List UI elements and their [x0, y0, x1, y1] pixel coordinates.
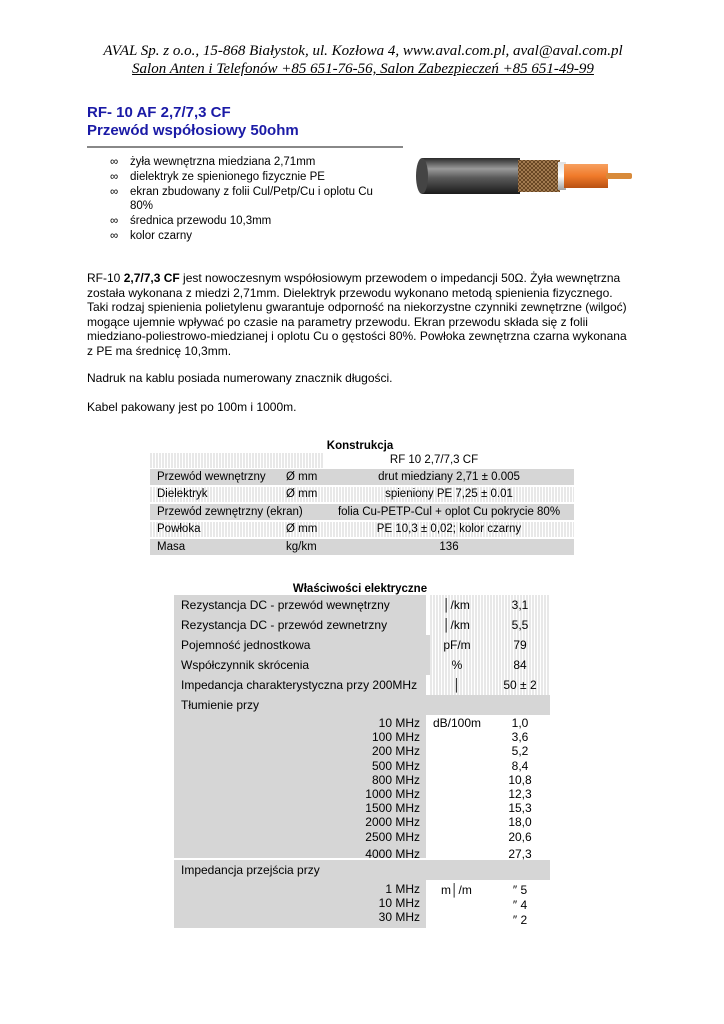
table-cell: ″ 5	[512, 883, 528, 897]
table-cell: 200 MHz	[371, 744, 420, 759]
table-cell: 4000 MHz	[365, 846, 420, 861]
table-cell: 800 MHz	[371, 772, 420, 787]
marking-note: Nadruk na kablu posiada numerowany znacznik długości.	[87, 371, 393, 385]
attenuation-unit: dB/100m	[433, 716, 482, 730]
construction-product-header: RF 10 2,7/7,3 CF	[389, 454, 479, 466]
packaging-note: Kabel pakowany jest po 100m i 1000m.	[87, 400, 297, 414]
table-cell: 18,0	[508, 815, 532, 830]
transfer-impedance-label: Impedancja przejścia przy	[181, 863, 320, 877]
table-cell: ″ 2	[512, 912, 528, 927]
table-cell: 100 MHz	[371, 730, 420, 745]
table-cell: 30 MHz	[378, 910, 420, 925]
table-cell: 1,0	[511, 716, 529, 730]
table-cell: 12,3	[508, 787, 532, 801]
product-model-bold: 2,7/7,3 CF	[123, 271, 180, 285]
table-cell: 1000 MHz	[365, 787, 420, 801]
table-cell: 10 MHz	[378, 716, 420, 730]
attenuation-label: Tłumienie przy	[181, 698, 260, 712]
company-phones: Salon Anten i Telefonów +85 651-76-56, Salon Zabezpieczeń +85 651-49-99	[132, 61, 594, 77]
construction-table-title: Konstrukcja	[326, 440, 394, 452]
table-cell: 3,6	[511, 730, 529, 745]
table-cell: 15,3	[508, 801, 532, 816]
coaxial-cable-image	[410, 150, 645, 210]
product-name: Przewód współosiowy 50ohm	[87, 122, 299, 139]
table-cell: 8,4	[511, 758, 529, 773]
table-cell: 10,8	[508, 772, 532, 787]
table-cell: 20,6	[508, 829, 532, 844]
table-cell: 2500 MHz	[365, 829, 420, 844]
product-code: RF- 10 AF 2,7/7,3 CF	[87, 104, 231, 121]
electrical-table-title: Właściwości elektryczne	[292, 583, 428, 595]
description-paragraph: RF-10 2,7/7,3 CF jest nowoczesnym współosiowym przewodem o impedancji 50Ω. Żyła wewnętrzna została wykonana z miedzi 2,71mm. Dielektryk przewodu wykonano metodą spienienia fizycznego. Taki rodzaj spienienia polietylenu gwarantuje odporność na niekorzystne czynniki zewnętrzne (wilgoć) mogące ujemnie wpływać po czasie na parametry przewodu. Ekran przewodu składa się z folii miedziano-poliestrowo-miedzianej i oplotu Cu o gęstości 80%. Powłoka zewnętrzna czarna wykonana z PE ma średnicę 10,3mm.	[87, 271, 627, 358]
table-cell: 10 MHz	[378, 896, 420, 911]
transfer-impedance-unit: m│/m	[441, 883, 472, 897]
table-cell: 5,2	[511, 744, 529, 759]
table-cell: 1 MHz	[385, 882, 420, 896]
table-cell: ″ 4	[512, 897, 528, 912]
infinity-bullet-icon: ∞	[110, 215, 119, 227]
table-cell: 27,3	[508, 846, 532, 861]
infinity-bullet-icon: ∞	[110, 230, 119, 242]
table-cell: 2000 MHz	[365, 815, 420, 830]
table-cell: 500 MHz	[371, 758, 420, 773]
infinity-bullet-icon: ∞	[110, 171, 119, 183]
company-address: AVAL Sp. z o.o., 15-868 Białystok, ul. Kozłowa 4, www.aval.com.pl, aval@aval.com.pl	[103, 43, 623, 59]
infinity-bullet-icon: ∞	[110, 156, 119, 168]
infinity-bullet-icon: ∞	[110, 186, 119, 198]
table-cell: 1500 MHz	[365, 801, 420, 816]
title-divider	[87, 146, 403, 148]
